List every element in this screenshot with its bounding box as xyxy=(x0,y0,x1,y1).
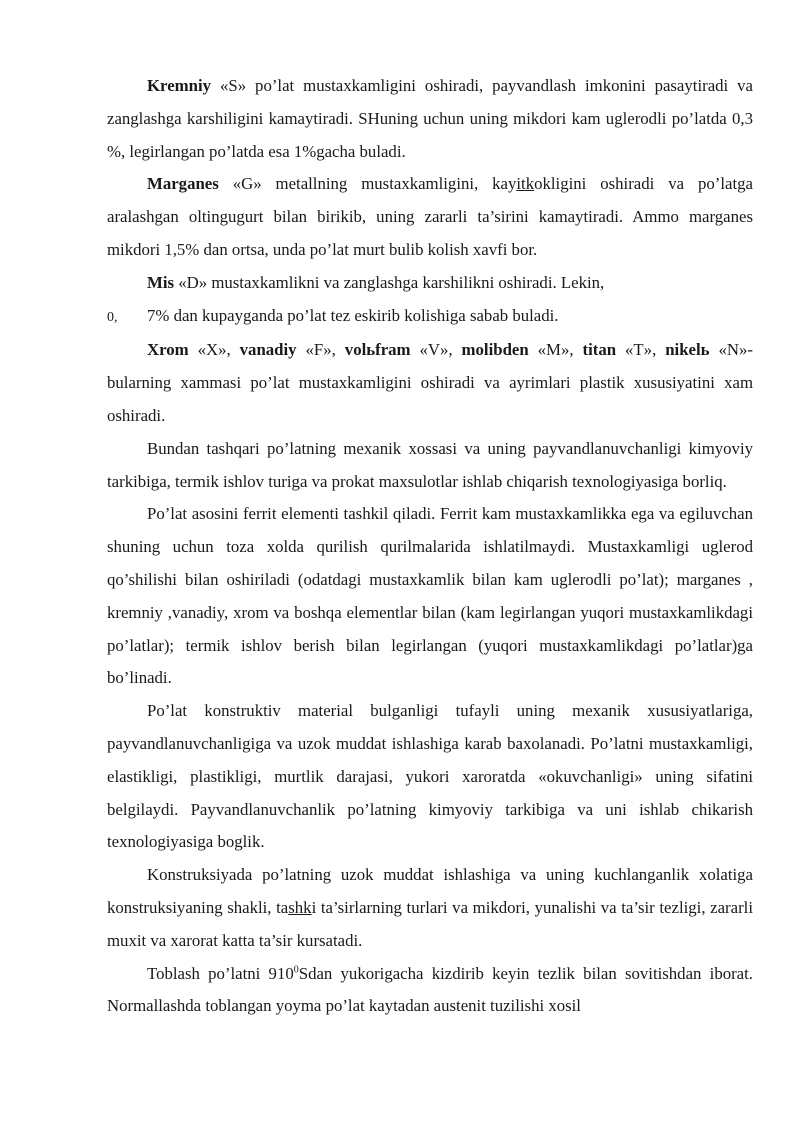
list-number: 0, xyxy=(107,309,118,325)
paragraph-text: «X», xyxy=(188,340,240,360)
paragraph-structural-material: Po’lat konstruktiv material bulganligi tufayli uning mexanik xususiyatlariga, payvandlanuvchanligiga va uzok muddat ishlashiga karab baxolanadi. Po’latni mustaxkamligi, elastikligi, plastikligi, murtlik darajasi, yukori xaroratda «okuvchanligi» uning sifatini belgilaydi. Payvandlanuvchanlik po’latning kimyoviy tarkibiga va uni ishlab chikarish texnologiyasiga boglik. xyxy=(107,701,753,852)
paragraph-construction xyxy=(107,859,753,957)
paragraph-text: Sdan yukorigacha kizdirib keyin tezlik bilan sovitishdan iborat. Normallashda toblangan yoyma po’lat kaytadan austenit tuzilishi xosil xyxy=(107,963,753,1016)
term-molibden: molibden xyxy=(461,340,529,360)
paragraph-text: Konstruksiyada po’latning uzok muddat ishlashiga va uning kuchlanganlik xolatiga konstruksiyaning shakli, ta xyxy=(107,865,753,917)
paragraph-mis-continuation xyxy=(107,300,753,335)
term-titan: titan xyxy=(582,340,617,360)
term-vanadiy: vanadiy xyxy=(239,340,297,360)
paragraph-text: Toblash po’latni 910 xyxy=(147,963,294,983)
paragraph-text: «M», xyxy=(528,340,583,360)
document-page xyxy=(107,70,753,1023)
paragraph-kremniy xyxy=(107,70,753,168)
paragraph-alloying-elements xyxy=(107,334,753,432)
term-nikel: nikelь xyxy=(665,340,710,360)
term-kremniy: Kremniy xyxy=(147,76,212,95)
underlined-text: shk xyxy=(288,897,312,917)
paragraph-text: i ta’sirlarning turlari va mikdori, yunalishi va ta’sir tezligi, zararli muxit va xarorat katta ta’sir kursatadi. xyxy=(107,897,753,950)
term-xrom: Xrom xyxy=(147,340,189,360)
paragraph-mis xyxy=(107,267,753,300)
term-marganes: Marganes xyxy=(147,174,219,194)
paragraph-text: «N»- bularning xammasi po’lat mustaxkamligini oshiradi va ayrimlari plastik xususiyatini xam oshiradi. xyxy=(107,340,753,425)
term-mis: Mis xyxy=(147,272,175,292)
paragraph-text: «D» mustaxkamlikni va zanglashga karshilikni oshiradi. Lekin, xyxy=(174,272,605,292)
paragraph-text: «V», xyxy=(410,340,462,360)
paragraph-text: 7% dan kupayganda po’lat tez eskirib kolishiga sabab buladi. xyxy=(147,305,559,325)
degree-superscript: 0 xyxy=(293,963,299,975)
paragraph-ferrite: Po’lat asosini ferrit elementi tashkil qiladi. Ferrit kam mustaxkamlikka ega va egiluvchan shuning uchun toza xolda qurilish qurilmalarida ishlatilmaydi. Mustaxkamligi uglerod qo’shilishi bilan oshiriladi (odatdagi mustaxkamlik bilan kam uglerodli po’lat); marganes , kremniy ,vanadiy, xrom va boshqa elementlar bilan (kam legirlangan yuqori mustaxkamlikdagi po’latlar); termik ishlov berish bilan legirlangan (yuqori mustaxkamlikdagi po’latlar)ga bo’linadi. xyxy=(107,504,753,688)
paragraph-text: «G» metallning mustaxkamligini, kay xyxy=(218,174,517,194)
term-volfram: volьfram xyxy=(344,340,411,360)
paragraph-mechanical-properties: Bundan tashqari po’latning mexanik xossasi va uning payvandlanuvchanligi kimyoviy tarkibiga, termik ishlov turiga va prokat maxsulotlar ishlab chiqarish texnologiyasiga borliq. xyxy=(107,438,753,491)
paragraph-text: okligini oshiradi va po’latga aralashgan oltingugurt bilan birikib, uning zararli ta’sirini kamaytiradi. Ammo marganes mikdori 1,5% dan ortsa, unda po’lat murt bulib kolish xavfi bor. xyxy=(107,174,753,259)
paragraph-text: «F», xyxy=(296,340,345,360)
paragraph-toblash xyxy=(107,958,753,1024)
paragraph-text: «T», xyxy=(616,340,666,360)
paragraph-text: «S» po’lat mustaxkamligini oshiradi, payvandlash imkonini pasaytiradi va zanglashga karshiligini kamaytiradi. SHuning uchun uning mikdori kam uglerodli po’latda 0,3 %, legirlangan po’latda esa 1%gacha buladi. xyxy=(107,76,753,161)
underlined-text: itk xyxy=(516,174,535,194)
paragraph-marganes xyxy=(107,168,753,266)
